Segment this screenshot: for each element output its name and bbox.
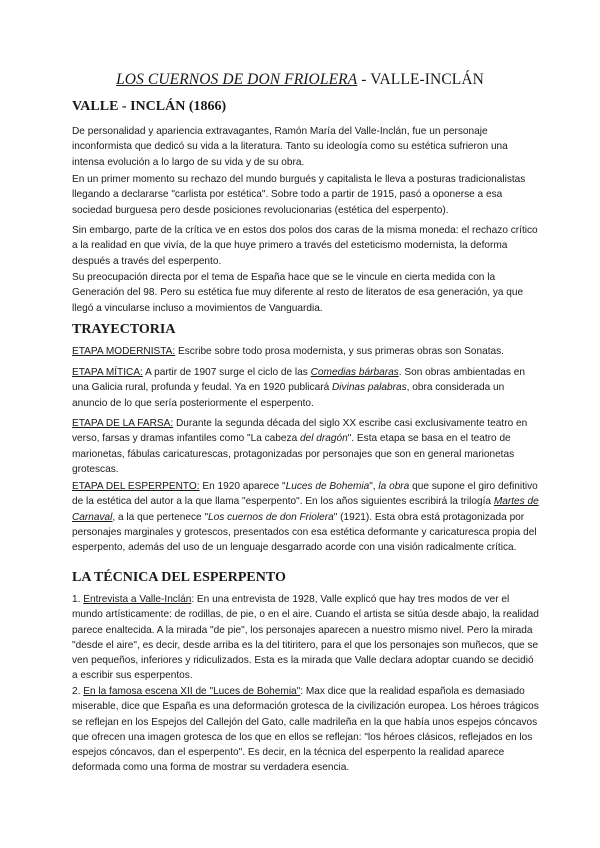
etapa-modernista-text: Escribe sobre todo prosa modernista, y sus primeras obras son Sonatas. [175, 346, 504, 357]
title-separator: - [357, 71, 371, 88]
tecnica-item-2 [72, 684, 540, 776]
tecnica-item-1 [72, 592, 540, 684]
etapa-farsa-paragraph [72, 416, 540, 477]
etapa-esperpento-text-1: En 1920 aparece " [199, 481, 286, 492]
etapa-esperpento-work-1: Luces de Bohemia [285, 481, 370, 492]
etapa-esperpento-text-2: ", [369, 481, 379, 492]
etapa-esperpento-label: ETAPA DEL ESPERPENTO: [72, 481, 200, 492]
etapa-farsa-label: ETAPA DE LA FARSA: [72, 418, 174, 429]
etapa-modernista-paragraph [72, 344, 540, 359]
etapa-esperpento-paragraph [72, 479, 540, 555]
author-paragraph-2: En un primer momento su rechazo del mundo burgués y capitalista le lleva a posturas tradicionalistas llegando a declararse "carlista por estética". Sobre todo a partir de 1915, pasó a oponerse a esa sociedad burguesa pero desde posiciones revolucionarias (estética del esperpento). [72, 174, 526, 216]
etapa-farsa-work: del dragón [300, 433, 348, 445]
author-paragraph-3: Sin embargo, parte de la crítica ve en estos dos polos dos caras de la misma moneda: el rechazo crítico a la realidad en que vivía, de la que huye primero a través del esteticismo modernista, la deforma después a través del esperpento. [72, 225, 538, 267]
etapa-mitica-work-2: Divinas palabras [332, 382, 407, 394]
etapa-mitica-text-2: . Son obras ambientadas en una Galicia rural, profunda y feudal. Ya en 1920 publicará [72, 367, 525, 394]
tecnica-item-2-number: 2. [72, 686, 84, 697]
section-heading-author: VALLE - INCLÁN (1866) [72, 99, 227, 114]
etapa-esperpento-work-2: la obra [378, 481, 410, 492]
etapa-esperpento-work-3: Martes de Carnaval [72, 496, 539, 523]
etapa-farsa-text-2: ". Esta etapa se basa en el teatro de marionetas, fábulas caricaturescas, protagonizadas por personajes que son en general marionetas grotescas. [72, 433, 515, 475]
etapa-modernista-label: ETAPA MODERNISTA: [72, 346, 176, 357]
etapa-mitica-label: ETAPA MÍTICA: [72, 367, 143, 378]
etapa-esperpento-work-4: Los cuernos de don Friolera [208, 511, 334, 523]
tecnica-item-2-label: En la famosa escena XII de "Luces de Bohemia" [83, 686, 301, 697]
tecnica-item-1-number: 1. [72, 594, 84, 605]
page-title [0, 71, 600, 89]
tecnica-item-1-text: : En una entrevista de 1928, Valle explicó que hay tres modos de ver el mundo artísticamente: de rodillas, de pie, o en el aire. Cuando el artista se sitúa desde abajo, la realidad parece enaltecida. A la mirada "de pie", los personajes aparecen a nuestro mismo nivel. Pero la mirada "desde el aire", es decir, desde arriba es la del titiritero, para el que los personajes son muñecos, que se ven pequeños, inferiores y ridiculizados. Esta es la mirada que Valle declara adoptar cuando se decidió a escribir sus esperpentos. [72, 594, 539, 682]
author-paragraph-4: Su preocupación directa por el tema de España hace que se le vincule en cierta medida con la Generación del 98. Pero su estética fue muy diferente al resto de literatos de esa generación, ya que llegó a vincularse incluso a movimientos de Vanguardia. [72, 272, 524, 314]
etapa-esperpento-text-3: que supone el giro definitivo de la estética del autor a la que llama "esperpento". En los años siguientes escribirá la trilogía [72, 481, 538, 508]
etapa-mitica-work-1: Comedias bárbaras [310, 367, 399, 378]
etapa-esperpento-text-4: , a la que pertenece " [112, 511, 209, 523]
etapa-mitica-text-1: A partir de 1907 surge el ciclo de las [142, 367, 311, 378]
tecnica-item-1-label: Entrevista a Valle-Inclán [83, 594, 192, 605]
author-paragraph-1: De personalidad y apariencia extravagantes, Ramón María del Valle-Inclán, fue un personaje inconformista que dedicó su vida a la literatura. Tanto su ideología como su estética sufrieron una intensa evolución a lo largo de su vida y de su obra. [72, 126, 508, 168]
section-heading-tecnica: LA TÉCNICA DEL ESPERPENTO [72, 570, 286, 585]
etapa-mitica-paragraph [72, 365, 540, 411]
tecnica-item-2-text: : Max dice que la realidad española es demasiado miserable, dice que España es una deformación grotesca de la civilización europea. Los héroes trágicos se reflejan en los Espejos del Callejón del Gato, calle madrileña en la que había unos espejos cóncavos que ofrecen una imagen grotesca de los que en ellos se reflejan: "los héroes clásicos, reflejados en los espejos cóncavos, dan el esperpento". Es decir, en la técnica del esperpento la realidad aparece deformada como una forma de mostrar su verdadera esencia. [72, 686, 539, 774]
etapa-farsa-text-1: Durante la segunda década del siglo XX escribe casi exclusivamente teatro en verso, farsas y dramas infantiles como "La cabeza [72, 418, 528, 445]
title-author: VALLE-INCLÁN [370, 71, 484, 88]
etapa-esperpento-text-5: " (1921). Esta obra está protagonizada por personajes marginales y grotescos, presentados con esa estética deformante y caricaturesca propia del esperpento, además del uso de un lenguaje desgarrado acorde con una visión radicalmente crítica. [72, 511, 537, 554]
title-work: LOS CUERNOS DE DON FRIOLERA [116, 71, 358, 88]
etapa-mitica-text-3: , obra considerada un anuncio de lo que sería posteriormente el esperpento. [72, 382, 505, 409]
section-heading-trayectoria: TRAYECTORIA [72, 322, 176, 337]
